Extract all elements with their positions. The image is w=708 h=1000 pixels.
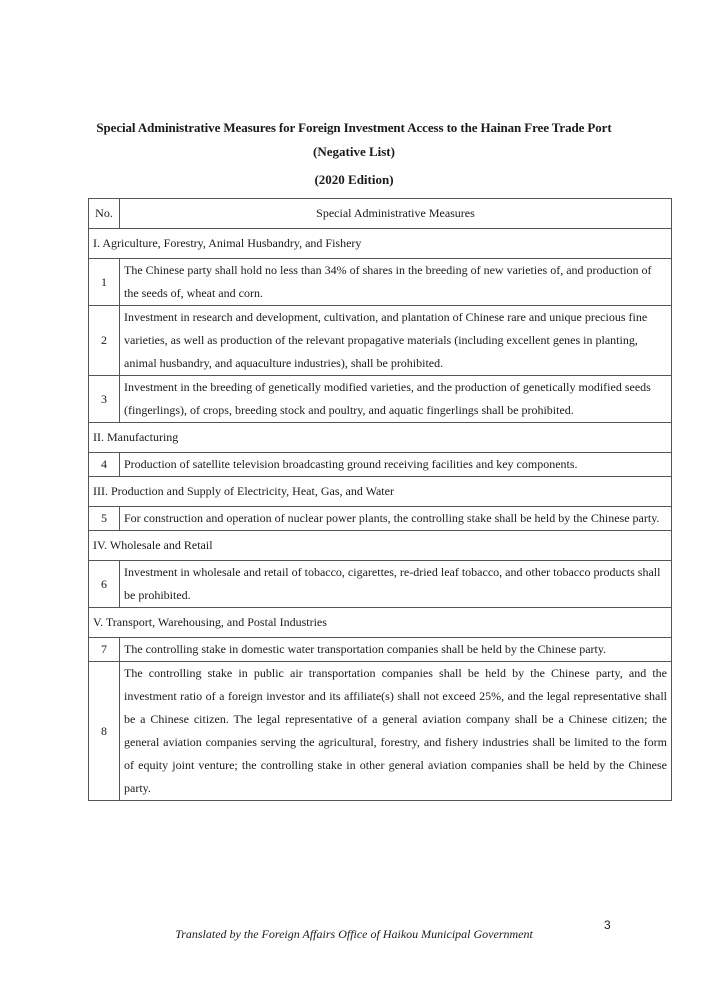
section-row (89, 531, 672, 561)
row-measure: For construction and operation of nuclear power plants, the controlling stake shall be held by the Chinese party. (120, 507, 672, 531)
section-heading: III. Production and Supply of Electricity, Heat, Gas, and Water (89, 477, 672, 507)
row-number: 8 (89, 662, 120, 801)
table-row (89, 561, 672, 608)
row-measure: Investment in wholesale and retail of tobacco, cigarettes, re-dried leaf tobacco, and other tobacco products shall be prohibited. (120, 561, 672, 608)
row-measure: The Chinese party shall hold no less than 34% of shares in the breeding of new varieties of, and production of the seeds of, wheat and corn. (120, 259, 672, 306)
row-number: 1 (89, 259, 120, 306)
section-row (89, 608, 672, 638)
row-number: 2 (89, 306, 120, 376)
row-number: 6 (89, 561, 120, 608)
section-heading: I. Agriculture, Forestry, Animal Husbandry, and Fishery (89, 229, 672, 259)
table-row (89, 376, 672, 423)
table-header-row (89, 199, 672, 229)
row-measure: Production of satellite television broadcasting ground receiving facilities and key components. (120, 453, 672, 477)
row-measure: The controlling stake in public air transportation companies shall be held by the Chinese party, and the investment ratio of a foreign investor and its affiliate(s) shall not exceed 25%, and the legal representative shall be a Chinese citizen. The legal representative of a general aviation company shall be a Chinese citizen; the general aviation companies serving the agricultural, forestry, and fishery industries shall be limited to the form of equity joint venture; the controlling stake in other general aviation companies shall be held by the Chinese party. (120, 662, 672, 801)
section-heading: V. Transport, Warehousing, and Postal Industries (89, 608, 672, 638)
table-row (89, 507, 672, 531)
table-row (89, 453, 672, 477)
section-heading: II. Manufacturing (89, 423, 672, 453)
section-row (89, 229, 672, 259)
table-row (89, 662, 672, 801)
document-edition: (2020 Edition) (314, 172, 394, 187)
table-row (89, 638, 672, 662)
section-row (89, 477, 672, 507)
document-title: Special Administrative Measures for Foreign Investment Access to the Hainan Free Trade Port (96, 120, 612, 135)
row-number: 4 (89, 453, 120, 477)
table-row (89, 259, 672, 306)
translation-footer: Translated by the Foreign Affairs Office of Haikou Municipal Government (175, 927, 533, 941)
row-number: 7 (89, 638, 120, 662)
row-measure: The controlling stake in domestic water transportation companies shall be held by the Chinese party. (120, 638, 672, 662)
measures-table (88, 198, 672, 801)
page-number: 3 (604, 918, 611, 932)
document-subtitle: (Negative List) (313, 144, 395, 159)
table-row (89, 306, 672, 376)
row-number: 3 (89, 376, 120, 423)
row-measure: Investment in research and development, cultivation, and plantation of Chinese rare and unique precious fine varieties, as well as production of the relevant propagative materials (including excellent genes in planting, animal husbandry, and aquaculture industries), shall be prohibited. (120, 306, 672, 376)
row-number: 5 (89, 507, 120, 531)
header-measures: Special Administrative Measures (120, 199, 672, 229)
row-measure: Investment in the breeding of genetically modified varieties, and the production of genetically modified seeds (fingerlings), of crops, breeding stock and poultry, and aquatic fingerlings shall be prohibited. (120, 376, 672, 423)
header-no: No. (89, 199, 120, 229)
section-heading: IV. Wholesale and Retail (89, 531, 672, 561)
section-row (89, 423, 672, 453)
